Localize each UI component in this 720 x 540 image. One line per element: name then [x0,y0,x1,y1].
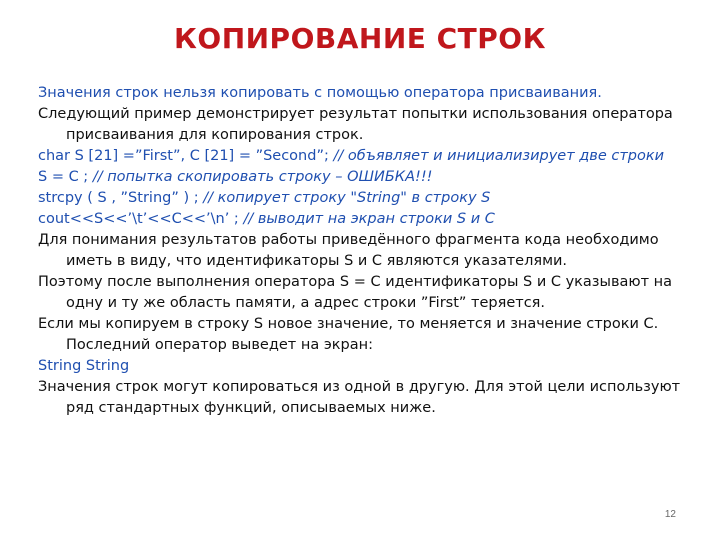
code-text: strcpy ( S , ”String” ) ; [38,190,204,206]
code-text: S = C ; [38,169,93,185]
code-text: cout<<S<<’\t’<<C<<’\n’ ; [38,211,244,227]
code-text: char S [21] =”First”, C [21] = ”Second”; [38,148,334,164]
paragraph-explanation: Для понимания результатов работы приведённого фрагмента кода необходимо иметь в виду, что идентификаторы S и C являются указателями. [38,232,659,269]
output-line: String String [38,358,130,374]
paragraph-conclusion: Значения строк могут копироваться из одной в другую. Для этой цели используют ряд стандартных функций, описываемых ниже. [38,379,681,416]
code-comment: // объявляет и инициализирует две строки [333,148,665,164]
slide-title: КОПИРОВАНИЕ СТРОК [174,22,546,55]
code-line-cout [38,209,688,230]
code-comment: // выводит на экран строки S и C [243,211,495,227]
slide-body [38,83,688,419]
code-line-strcpy [38,188,688,209]
paragraph-copy-note: Если мы копируем в строку S новое значение, то меняется и значение строки C. Последний оператор выведет на экран: [38,316,659,353]
paragraph-example-description: Следующий пример демонстрирует результат попытки использования оператора присваивания для копирования строк. [38,106,673,143]
code-comment: // попытка скопировать строку – ОШИБКА!!! [92,169,433,185]
code-line-assignment [38,167,688,188]
code-comment: // копирует строку "String" в строку S [203,190,491,206]
page-number: 12 [664,509,676,520]
paragraph-intro: Значения строк нельзя копировать с помощью оператора присваивания. [38,85,602,101]
paragraph-consequence: Поэтому после выполнения оператора S = C идентификаторы S и C указывают на одну и ту же область памяти, а адрес строки ”First” теряется. [38,274,673,311]
code-line-declaration [38,146,688,167]
